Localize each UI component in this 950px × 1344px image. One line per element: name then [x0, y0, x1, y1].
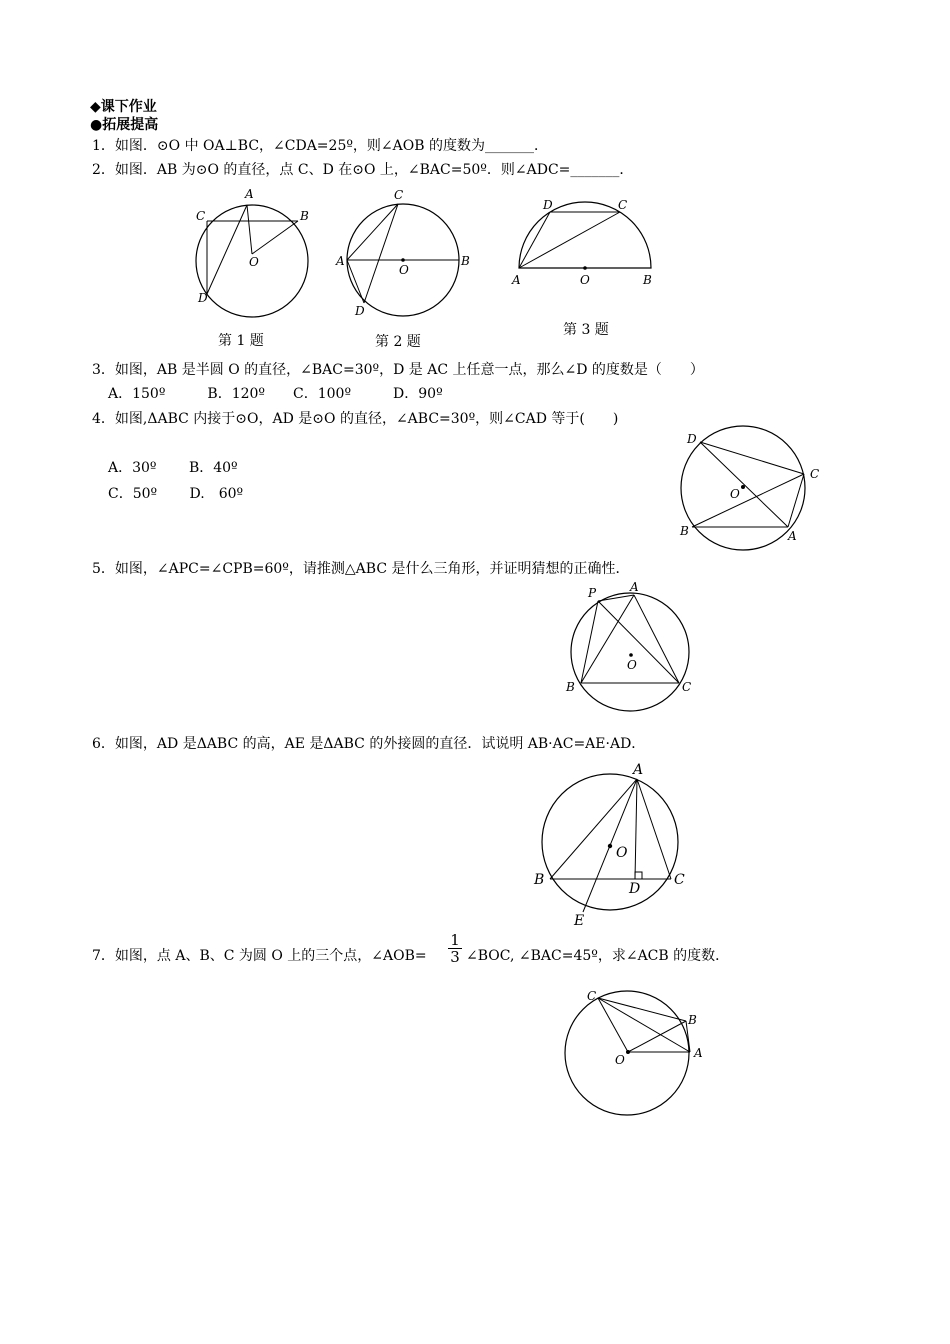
center-point: [401, 258, 405, 262]
question-1: 1．如图．⊙O 中 OA⊥BC，∠CDA=25º，则∠AOB 的度数为_______．: [92, 138, 548, 154]
label-c: C: [682, 680, 692, 694]
figure-5: [560, 580, 700, 715]
radius-oa: [247, 205, 252, 254]
center-point: [583, 266, 587, 270]
label-o: O: [399, 263, 409, 277]
label-d: D: [198, 291, 208, 305]
caption-fig2: 第 2 题: [375, 334, 421, 350]
question-3-options: A．150º B．120º C．100º D．90º: [108, 386, 443, 402]
chord-ac: [634, 595, 679, 683]
label-o: O: [580, 273, 590, 287]
label-a: A: [788, 529, 797, 543]
fraction-denominator: 3: [448, 948, 462, 965]
question-7-start: 7．如图，点 A、B、C 为圆 O 上的三个点，∠AOB=: [92, 948, 427, 964]
figure-4: [675, 425, 825, 555]
chord-cd: [364, 204, 398, 303]
label-b: B: [461, 254, 470, 268]
fraction-numerator: 1: [450, 931, 460, 949]
question-3: 3．如图，AB 是半圆 O 的直径，∠BAC=30º，D 是 AC 上任意一点，那么∠D 的度数是（ ）: [92, 362, 704, 378]
label-a: A: [633, 762, 644, 778]
chord-da: [207, 205, 247, 294]
caption-fig1: 第 1 题: [218, 333, 264, 349]
circle: [571, 593, 692, 711]
label-c: C: [394, 188, 404, 202]
side-ab: [550, 779, 637, 879]
figure-7: [560, 985, 710, 1120]
figure-2: [335, 185, 470, 320]
question-4-options-row2: C．50º D. 60º: [108, 486, 244, 502]
figure-6: [530, 762, 700, 929]
label-c: C: [810, 467, 820, 481]
chord-pa: [598, 595, 634, 601]
label-b: B: [643, 273, 652, 287]
radius-ob: [252, 221, 298, 254]
label-o: O: [249, 255, 259, 269]
label-o: O: [627, 658, 637, 672]
label-d: D: [629, 881, 641, 897]
label-d: D: [687, 432, 697, 446]
center-point: [608, 844, 612, 848]
homework-heading: ◆课下作业: [90, 99, 157, 115]
question-4: 4．如图,ΔABC 内接于⊙O，AD 是⊙O 的直径，∠ABC=30º，则∠CAD 等于( ): [92, 411, 619, 427]
label-b: B: [534, 872, 545, 888]
chord-pc: [598, 601, 679, 683]
right-angle-mark: [635, 872, 642, 879]
label-a: A: [245, 187, 254, 201]
label-d: D: [543, 198, 553, 212]
label-b: B: [688, 1013, 697, 1027]
label-o: O: [615, 1053, 625, 1067]
label-a: A: [336, 254, 345, 268]
label-b: B: [566, 680, 575, 694]
label-o: O: [730, 487, 740, 501]
chord-pb: [581, 601, 598, 683]
chord-cb: [598, 998, 686, 1021]
radius-oc: [598, 998, 628, 1052]
label-p: P: [588, 586, 597, 600]
figure-1: [190, 188, 320, 320]
label-c: C: [196, 209, 206, 223]
label-b: B: [680, 524, 689, 538]
label-c: C: [674, 872, 685, 888]
side-ac: [637, 779, 671, 879]
label-d: D: [355, 304, 365, 318]
question-5: 5．如图，∠APC=∠CPB=60º，请推测△ABC 是什么三角形，并证明猜想的正确性．: [92, 561, 630, 577]
fraction-one-third: [448, 932, 462, 965]
center-point: [626, 1050, 630, 1054]
caption-fig3: 第 3 题: [563, 322, 609, 338]
center-point: [741, 485, 745, 489]
chord-ad: [347, 260, 364, 303]
label-a: A: [630, 580, 639, 594]
label-e: E: [574, 913, 585, 929]
label-c: C: [587, 989, 597, 1003]
chord-dc: [700, 442, 804, 474]
circle: [542, 774, 678, 910]
radius-ob: [628, 1021, 686, 1052]
question-7-end: ∠BOC, ∠BAC=45º，求∠ACB 的度数．: [466, 948, 730, 964]
label-c: C: [618, 198, 628, 212]
extension-heading: ●拓展提高: [90, 117, 159, 133]
question-6: 6．如图，AD 是ΔABC 的高，AE 是ΔABC 的外接圆的直径．试说明 AB·AC=AE·AD．: [92, 736, 646, 752]
center-point: [629, 653, 633, 657]
question-2: 2．如图．AB 为⊙O 的直径，点 C、D 在⊙O 上，∠BAC=50º．则∠ADC=_______．: [92, 162, 634, 178]
label-a: A: [694, 1046, 703, 1060]
label-b: B: [300, 209, 309, 223]
chord-cb: [692, 474, 804, 527]
diameter-da: [700, 442, 788, 527]
altitude-ad: [635, 779, 637, 879]
figure-3: [510, 195, 660, 290]
label-a: A: [512, 273, 521, 287]
label-o: O: [616, 845, 628, 861]
question-4-options-row1: A．30º B．40º: [108, 460, 238, 476]
